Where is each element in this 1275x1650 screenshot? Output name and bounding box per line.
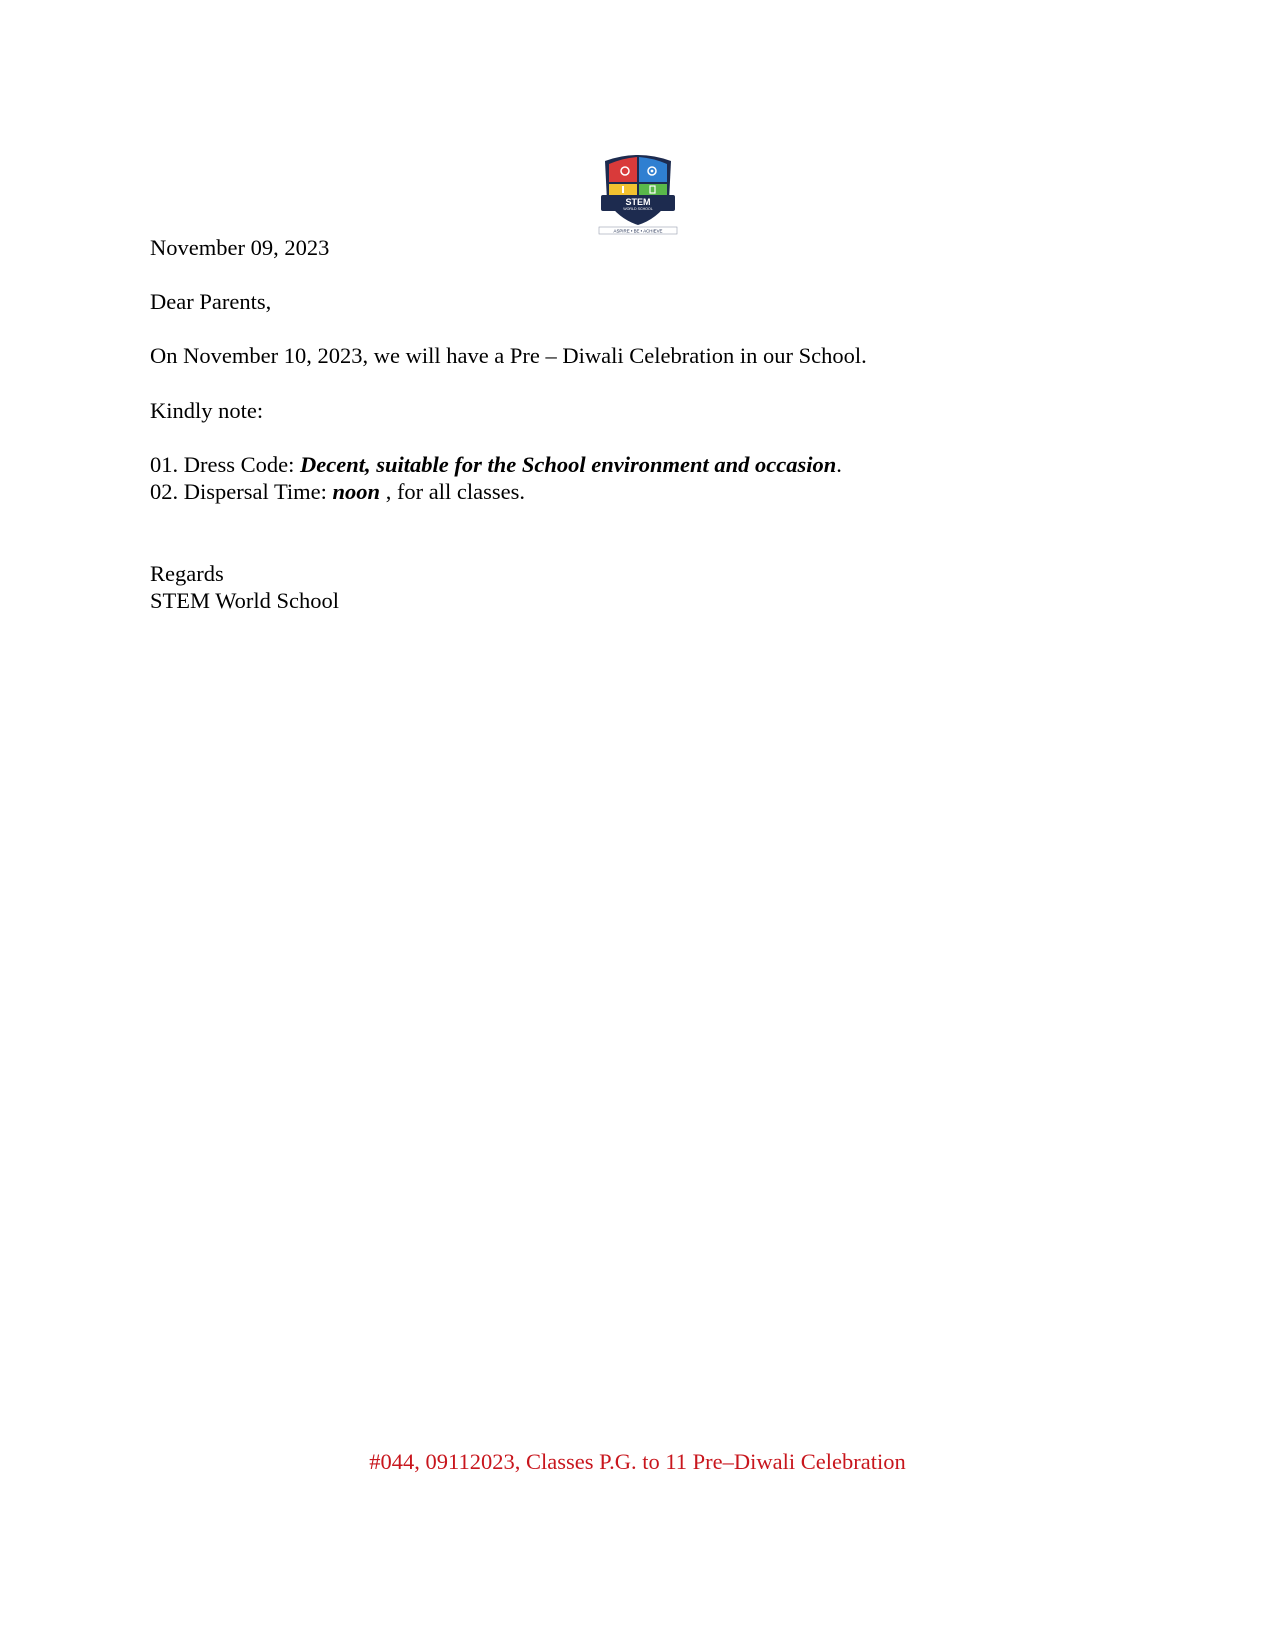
school-crest-icon	[597, 149, 679, 237]
note-item-value: noon	[332, 479, 381, 504]
letter-date: November 09, 2023	[150, 235, 330, 260]
salutation: Dear Parents,	[150, 289, 272, 314]
note-item-dress-code	[150, 451, 842, 478]
note-item-value: Decent, suitable for the School environment and occasion	[300, 452, 837, 477]
logo-motto: ASPIRE • BE • ACHIEVE	[613, 228, 663, 234]
note-item-suffix: .	[836, 452, 842, 477]
note-item-label: 02. Dispersal Time:	[150, 479, 333, 504]
signature: STEM World School	[150, 588, 340, 613]
note-heading: Kindly note:	[150, 398, 264, 423]
note-item-dispersal-time	[150, 478, 525, 505]
note-item-label: 01. Dress Code:	[150, 452, 300, 477]
school-logo	[597, 149, 679, 237]
note-item-suffix: , for all classes.	[380, 479, 526, 504]
logo-name: STEM	[625, 197, 651, 207]
letter-body: On November 10, 2023, we will have a Pre – Diwali Celebration in our School.	[150, 343, 867, 368]
logo-subtitle: WORLD SCHOOL	[623, 207, 653, 211]
reference-footer: #044, 09112023, Classes P.G. to 11 Pre–Diwali Celebration	[369, 1449, 906, 1474]
closing: Regards	[150, 561, 224, 586]
